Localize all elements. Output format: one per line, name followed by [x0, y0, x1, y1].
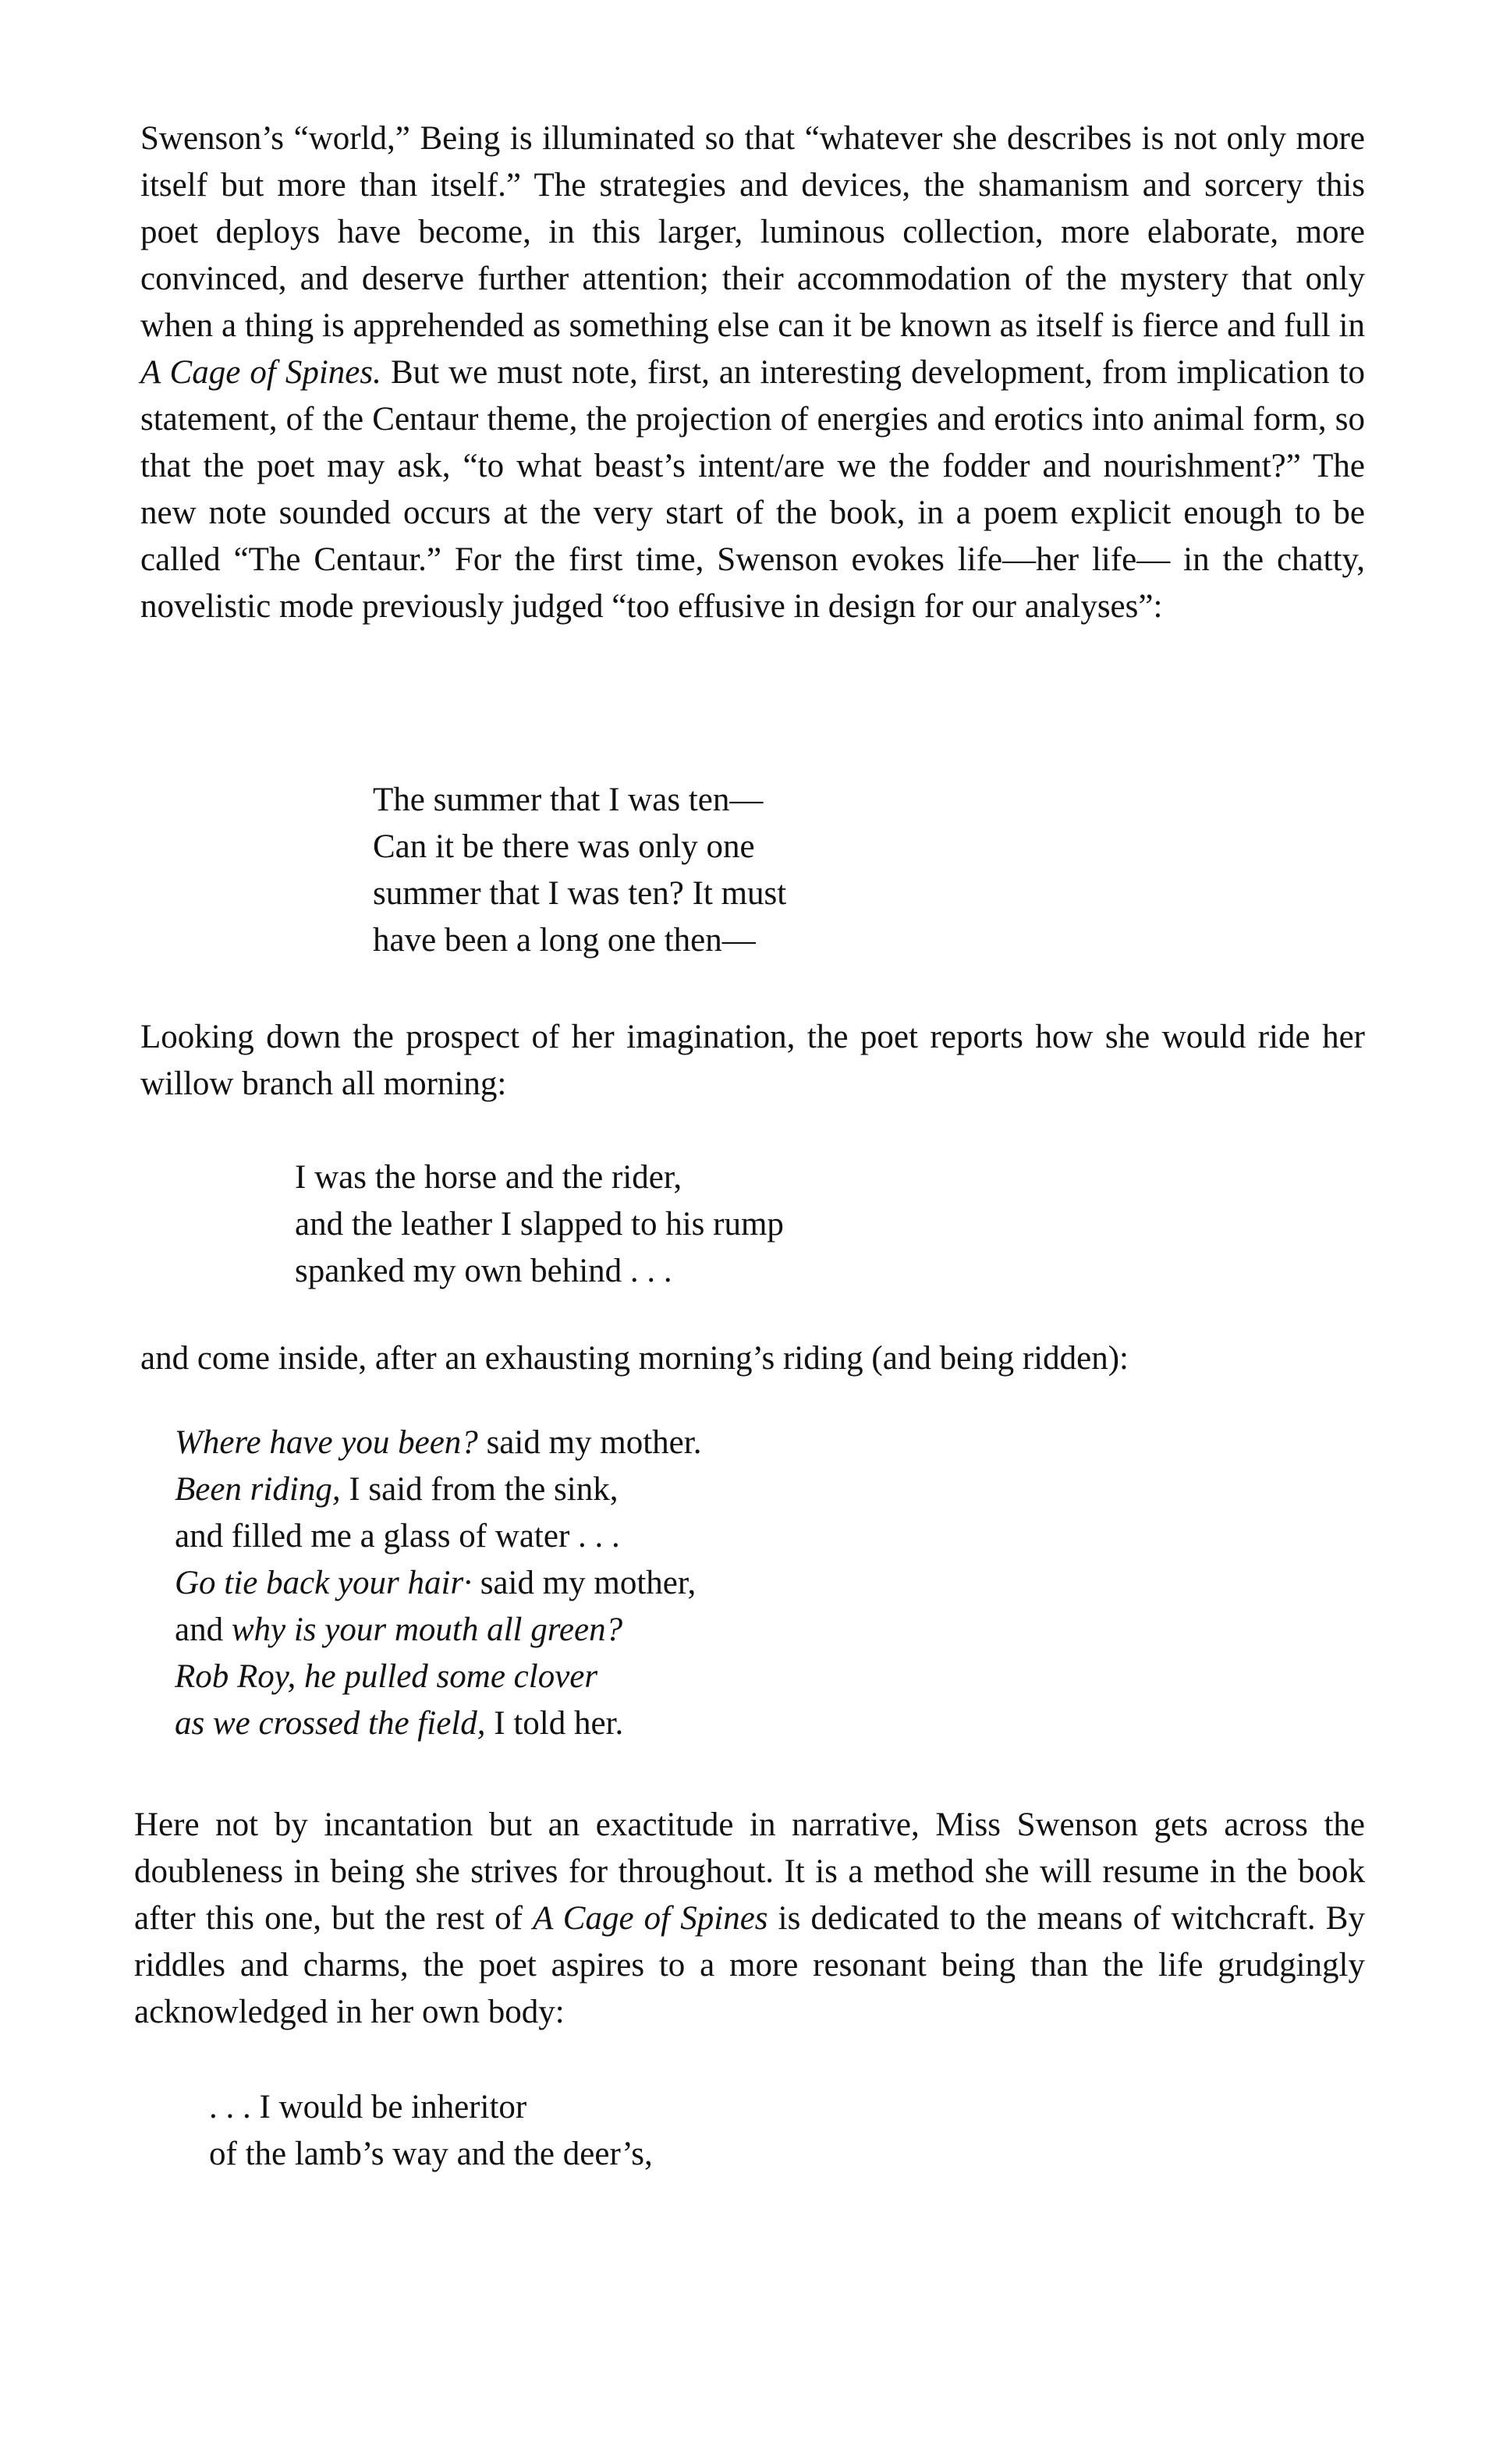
verse-line [175, 1420, 701, 1466]
verse-line [209, 2084, 653, 2131]
verse-italic-run: Been riding, [175, 1471, 341, 1508]
verse-line [295, 1154, 784, 1201]
paragraph-text-run: is dedicated to the means of witchcraft. By riddles and charms, the poet aspires to a more resonant being than the life grudgingly acknowledged in her own body: [134, 1900, 1365, 2030]
verse-italic-run: why is your mouth all green? [231, 1611, 623, 1648]
poem-excerpt-centaur-opening [373, 777, 786, 964]
verse-line [175, 1560, 701, 1607]
verse-line [175, 1513, 701, 1560]
verse-text-run: I told her. [485, 1705, 624, 1742]
paragraph-4 [134, 1802, 1365, 2036]
verse-italic-run: Rob Roy, he pulled some clover [175, 1658, 598, 1695]
verse-line [175, 1607, 701, 1654]
paragraph-text-run: But we must note, first, an interesting development, from implication to statement, of the Centaur theme, the projection of energies and erotics into animal form, so that the poet may ask, “to what beast’s intent/are we the fodder and nourishment?” The new note sounded occurs at the very start of the book, in a poem explicit enough to be called “The Centaur.” For the first time, Swenson evokes life—her life— in the chatty, novelistic mode previously judged “too effusive in design for our analyses”: [140, 354, 1365, 625]
paragraph-italic-run: A Cage of Spines [533, 1900, 768, 1937]
verse-text-run: summer that I was ten? It must [373, 875, 787, 912]
verse-text-run: said my mother, [471, 1565, 697, 1601]
verse-line [175, 1654, 701, 1700]
poem-excerpt-horse-and-rider [295, 1154, 784, 1295]
paragraph-text-run: and come inside, after an exhausting morning’s riding (and being ridden): [140, 1340, 1129, 1377]
verse-italic-run: Go tie back your hair· [175, 1565, 472, 1601]
verse-italic-run: as we crossed the field, [175, 1705, 486, 1742]
verse-line [373, 777, 786, 824]
verse-text-run: spanked my own behind . . . [295, 1253, 672, 1289]
verse-line [373, 917, 786, 964]
verse-line [175, 1700, 701, 1747]
verse-text-run: I was the horse and the rider, [295, 1159, 682, 1196]
verse-text-run: The summer that I was ten— [373, 782, 764, 818]
paragraph-text-run: Here not by incantation but an exactitude in narrative, Miss Swenson gets across the doubleness in being she strives for throughout. It is a method she will resume in the book after this one, but the rest of [134, 1806, 1365, 1937]
verse-italic-run: Where have you been? [175, 1424, 478, 1461]
paragraph-1 [140, 115, 1365, 630]
verse-text-run: of the lamb’s way and the deer’s, [209, 2136, 653, 2172]
verse-text-run: Can it be there was only one [373, 828, 755, 865]
poem-excerpt-inheritor [209, 2084, 653, 2178]
poem-excerpt-mother-dialogue [175, 1420, 701, 1747]
paragraph-2 [140, 1014, 1365, 1108]
verse-text-run: have been a long one then— [373, 922, 756, 959]
verse-line [175, 1466, 701, 1513]
verse-line [295, 1248, 784, 1295]
verse-text-run: said my mother. [477, 1424, 702, 1461]
verse-text-run: I said from the sink, [340, 1471, 619, 1508]
verse-line [373, 824, 786, 870]
verse-text-run: and the leather I slapped to his rump [295, 1206, 784, 1243]
verse-line [295, 1201, 784, 1248]
verse-text-run: and [175, 1611, 232, 1648]
paragraph-text-run: Looking down the prospect of her imagination, the poet reports how she would ride her willow branch all morning: [140, 1019, 1365, 1102]
paragraph-text-run: Swenson’s “world,” Being is illuminated so that “whatever she describes is not only more itself but more than itself.” The strategies and devices, the shamanism and sorcery this poet deploys have become, in this larger, luminous collection, more elaborate, more convinced, and deserve further attention; their accommodation of the mystery that only when a thing is apprehended as something else can it be known as itself is fierce and full in [140, 120, 1365, 344]
verse-line [373, 870, 786, 917]
verse-text-run: and filled me a glass of water . . . [175, 1518, 620, 1555]
verse-line [209, 2131, 653, 2178]
paragraph-italic-run: A Cage of Spines. [140, 354, 381, 391]
verse-text-run: . . . I would be inheritor [209, 2089, 527, 2125]
paragraph-3 [140, 1335, 1365, 1382]
